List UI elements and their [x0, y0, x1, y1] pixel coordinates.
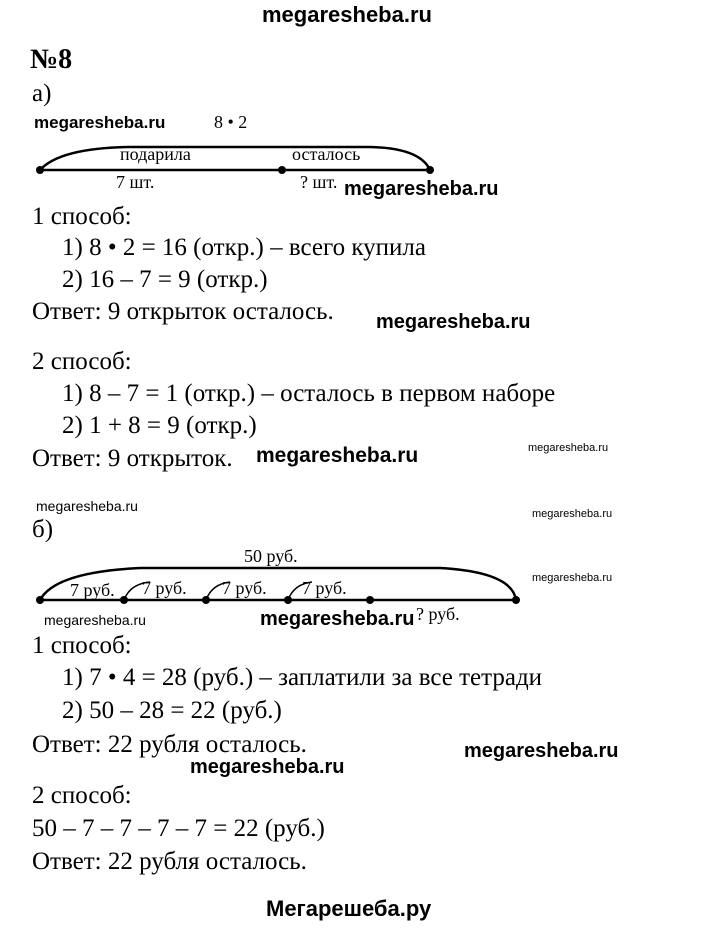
method-step: 1) 8 – 7 = 1 (откр.) – осталось в первом наборе [62, 380, 556, 407]
answer: Ответ: 9 открыток. [32, 445, 233, 472]
method-step: 2) 1 + 8 = 9 (откр.) [62, 412, 257, 439]
diagram-a-seg1-label: подарила [120, 144, 191, 164]
point-end [426, 166, 434, 174]
method-title: 1 способ: [32, 632, 132, 659]
point-b-0 [36, 596, 44, 604]
diagram-a-seg2-value: ? шт. [300, 172, 338, 192]
method-step: 2) 50 – 28 = 22 (руб.) [62, 697, 282, 724]
watermark: megaresheba.ru [260, 608, 415, 630]
watermark: megaresheba.ru [36, 498, 138, 514]
diagram-a-seg2-label: осталось [292, 144, 361, 164]
site-header[interactable]: megaresheba.ru [262, 2, 432, 27]
task-number: №8 [30, 44, 73, 75]
point-b-4 [366, 596, 374, 604]
method-expression: 50 – 7 – 7 – 7 – 7 = 22 (руб.) [32, 815, 325, 842]
point-mid [278, 166, 286, 174]
watermark: megaresheba.ru [344, 178, 499, 200]
diagram-a-top-label: 8 • 2 [214, 112, 248, 132]
watermark: megaresheba.ru [34, 113, 166, 132]
watermark: megaresheba.ru [532, 508, 613, 520]
watermark: megaresheba.ru [256, 444, 419, 467]
point-start [36, 166, 44, 174]
method-step: 1) 7 • 4 = 28 (руб.) – заплатили за все тетради [62, 664, 543, 691]
method-title: 2 способ: [32, 348, 132, 375]
watermark: megaresheba.ru [464, 740, 619, 762]
method-title: 2 способ: [32, 782, 132, 809]
watermark: megaresheba.ru [528, 442, 609, 454]
diagram-b-seg-label: 7 руб. [302, 578, 347, 598]
part-b-label: б) [32, 516, 54, 543]
diagram-b-seg-label: 7 руб. [222, 578, 267, 598]
part-a-label: а) [32, 80, 52, 107]
point-b-5 [512, 596, 520, 604]
site-footer[interactable]: Мегарешеба.ру [266, 896, 432, 921]
diagram-b-seg-label: 7 руб. [70, 580, 115, 600]
diagram-b-rest-label: ? руб. [416, 604, 460, 624]
watermark: megaresheba.ru [190, 756, 345, 778]
diagram-b-top-label: 50 руб. [244, 546, 298, 566]
answer: Ответ: 22 рубля осталось. [32, 731, 307, 758]
method-title: 1 способ: [32, 203, 132, 230]
answer: Ответ: 22 рубля осталось. [32, 848, 307, 875]
diagram-b-seg-label: 7 руб. [142, 578, 187, 598]
brace-total [40, 147, 430, 170]
answer: Ответ: 9 открыток осталось. [32, 298, 334, 325]
watermark: megaresheba.ru [44, 612, 146, 628]
method-step: 2) 16 – 7 = 9 (откр.) [62, 266, 268, 293]
watermark: megaresheba.ru [376, 311, 531, 333]
watermark: megaresheba.ru [532, 572, 613, 584]
method-step: 1) 8 • 2 = 16 (откр.) – всего купила [62, 234, 426, 261]
diagram-a-seg1-value: 7 шт. [116, 172, 155, 192]
